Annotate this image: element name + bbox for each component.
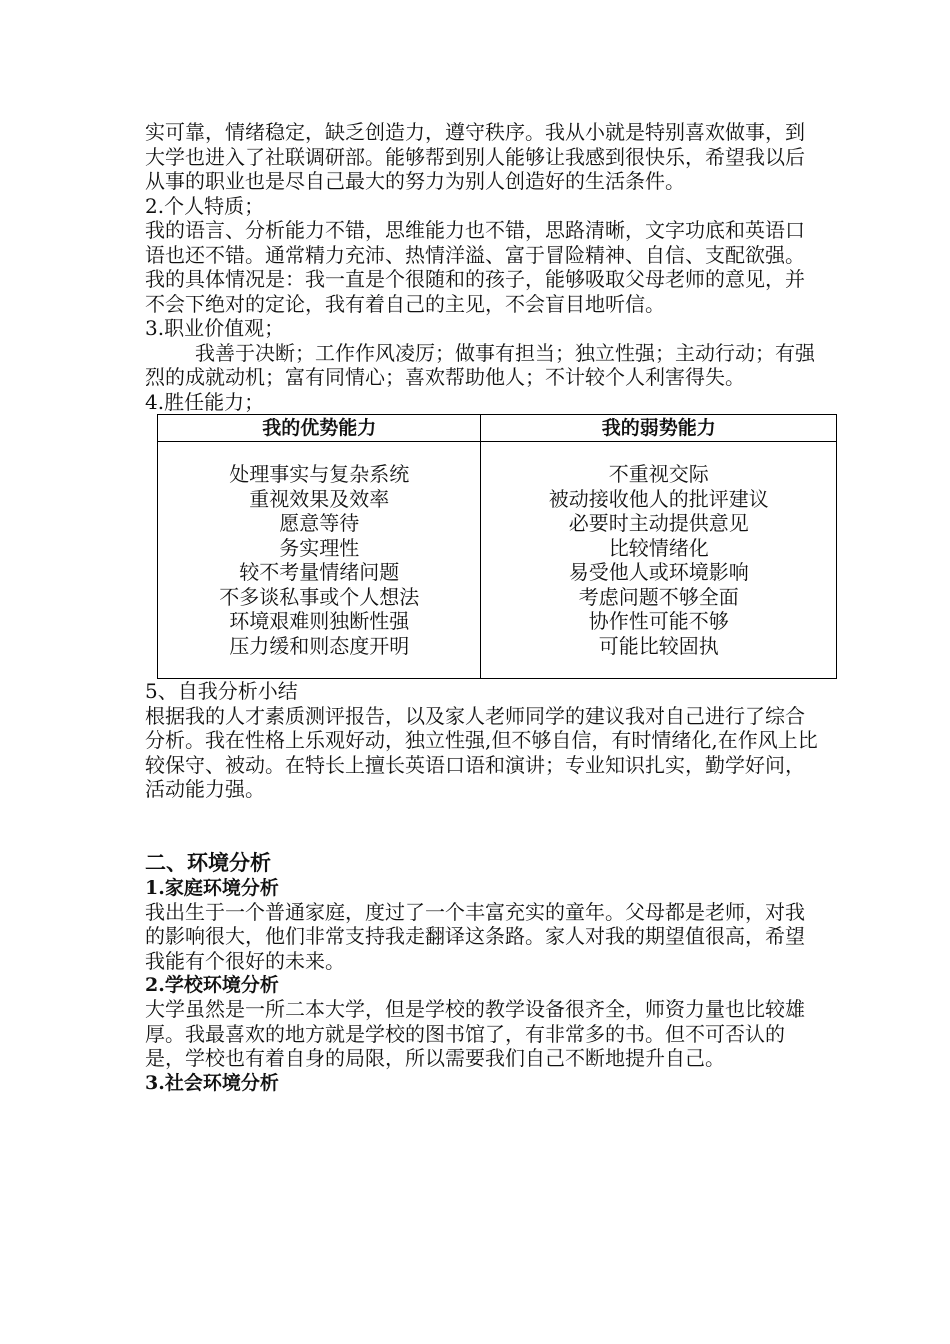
society-heading: 3.社会环境分析 [145,1071,279,1094]
weak-ability-item: 比较情绪化 [608,535,709,560]
summary-heading: 5、自我分析小结 [145,679,298,703]
strong-ability-item: 环境艰难则独断性强 [229,609,410,633]
environment-heading: 二、环境分析 [145,849,271,875]
ability-heading: 4.胜任能力； [145,389,265,414]
school-heading: 2.学校环境分析 [145,974,279,996]
strong-ability-item: 较不考量情绪问题 [239,560,400,584]
strong-ability-item: 压力缓和则态度开明 [229,633,410,658]
strong-abilities-header: 我的优势能力 [158,415,481,442]
weak-ability-item: 必要时主动提供意见 [568,511,749,535]
strong-abilities-cell [158,442,481,679]
weak-ability-item: 协作性可能不够 [588,609,729,633]
weak-abilities-cell [481,442,837,679]
weak-ability-item: 易受他人或环境影响 [568,560,749,584]
weak-ability-item: 不重视交际 [608,462,709,486]
strong-ability-item: 愿意等待 [279,511,360,535]
family-heading: 1.家庭环境分析 [145,876,279,899]
weak-ability-item: 考虑问题不够全面 [578,584,739,609]
family-paragraph: 我出生于一个普通家庭，度过了一个丰富充实的童年。父母都是老师，对我的影响很大，他们非常支持我走翻译这条路。家人对我的期望值很高，希望我能有个很好的未来。 [145,899,805,973]
weak-ability-item: 被动接收他人的批评建议 [548,486,769,511]
values-heading: 3.职业价值观； [145,316,285,340]
strong-ability-item: 处理事实与复杂系统 [229,462,410,486]
strong-ability-item: 不多谈私事或个人想法 [219,584,420,609]
values-paragraph: 我善于决断；工作作风凌厉；做事有担当；独立性强；主动行动；有强烈的成就动机；富有同情心；喜欢帮助他人；不计较个人利害得失。 [145,340,815,389]
intro-paragraph: 实可靠，情绪稳定，缺乏创造力，遵守秩序。我从小就是特别喜欢做事，到大学也进入了社联调研部。能够帮到别人能够让我感到很快乐，希望我以后从事的职业也是尽自己最大的努力为别人创造好的生活条件。 [145,120,805,193]
trait-paragraph-2: 我的具体情况是：我一直是个很随和的孩子，能够吸取父母老师的意见，并不会下绝对的定论，我有着自己的主见，不会盲目地听信。 [145,267,805,316]
strong-ability-item: 务实理性 [279,535,360,560]
summary-paragraph: 根据我的人才素质测评报告，以及家人老师同学的建议我对自己进行了综合分析。我在性格上乐观好动，独立性强,但不够自信，有时情绪化,在作风上比较保守、被动。在特长上擅长英语口语和演讲；专业知识扎实，勤学好问，活动能力强。 [145,703,818,801]
weak-ability-item: 可能比较固执 [598,633,719,658]
trait-heading: 2.个人特质； [145,193,265,218]
document-page [145,120,820,1095]
ability-table [157,414,837,679]
school-paragraph: 大学虽然是一所二本大学，但是学校的教学设备很齐全，师资力量也比较雄厚。我最喜欢的地方就是学校的图书馆了，有非常多的书。但不可否认的是，学校也有着自身的局限，所以需要我们自己不断地提升自己。 [145,997,805,1070]
trait-paragraph-1: 我的语言、分析能力不错，思维能力也不错，思路清晰，文字功底和英语口语也还不错。通常精力充沛、热情洋溢、富于冒险精神、自信、支配欲强。 [145,218,805,267]
strong-ability-item: 重视效果及效率 [249,486,390,511]
weak-abilities-header: 我的弱势能力 [481,415,837,442]
